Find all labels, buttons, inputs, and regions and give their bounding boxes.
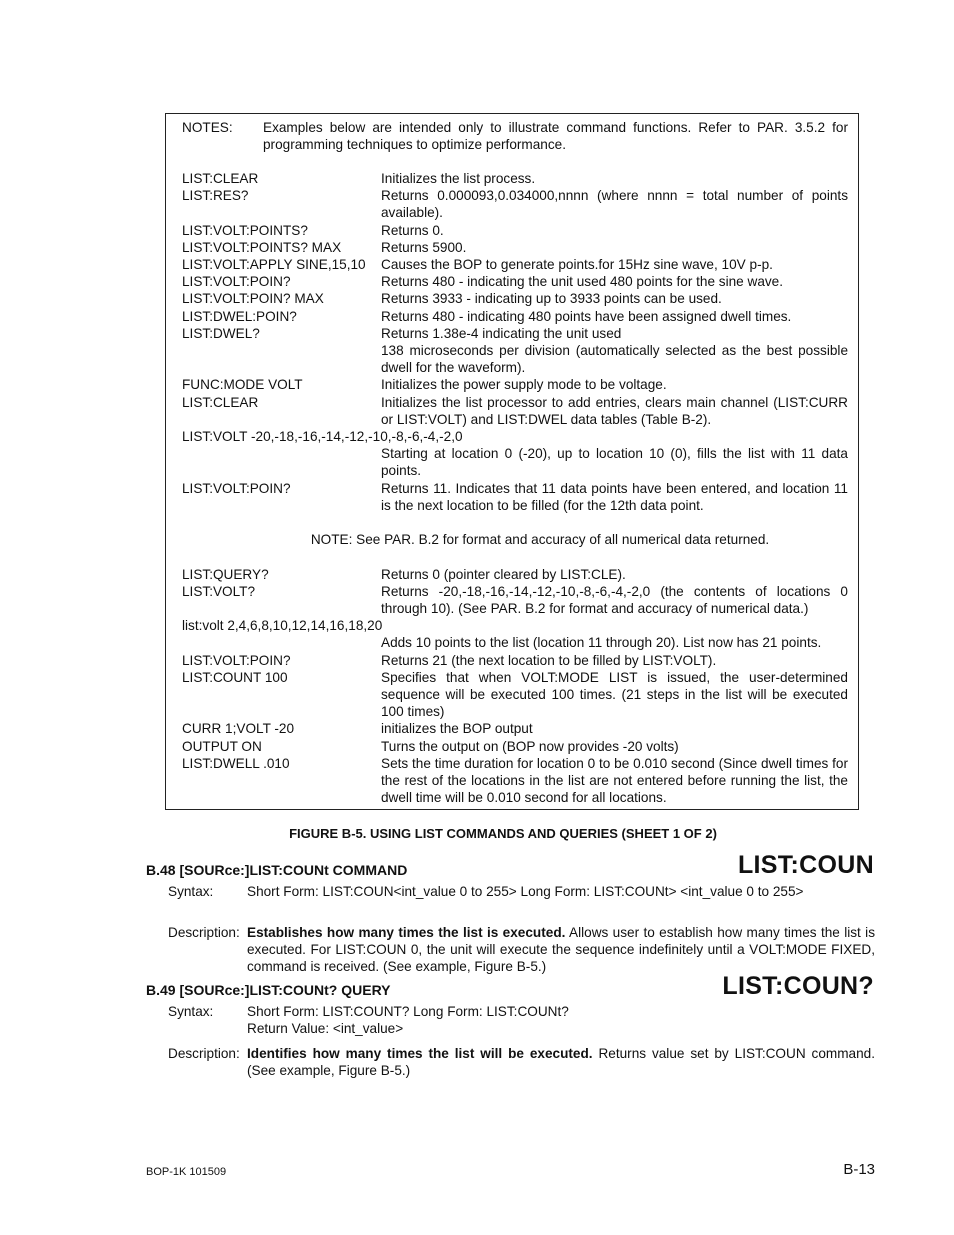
command-text: LIST:RES? bbox=[182, 188, 249, 204]
command-row bbox=[182, 617, 848, 634]
command-text: list:volt 2,4,6,8,10,12,14,16,18,20 bbox=[182, 618, 383, 634]
command-description: Returns 5900. bbox=[381, 239, 467, 255]
description-label: Description: bbox=[168, 1046, 240, 1061]
command-description: Turns the output on (BOP now provides -20 volts) bbox=[381, 738, 679, 754]
command-text: LIST:VOLT:APPLY SINE,15,10 bbox=[182, 257, 366, 273]
syntax-label: Syntax: bbox=[168, 884, 214, 899]
syntax-label: Syntax: bbox=[168, 1004, 214, 1019]
command-text: LIST:COUNT 100 bbox=[182, 669, 288, 685]
command-row bbox=[182, 273, 848, 290]
command-text: LIST:VOLT? bbox=[182, 583, 256, 599]
b48-description bbox=[168, 924, 875, 976]
command-description: initializes the BOP output bbox=[381, 721, 533, 737]
command-row bbox=[182, 325, 848, 342]
command-row bbox=[182, 170, 848, 187]
command-text: LIST:VOLT:POINTS? bbox=[182, 222, 308, 238]
command-text: LIST:VOLT:POIN? bbox=[182, 274, 291, 290]
command-row bbox=[182, 290, 848, 307]
section-b48-heading: B.48 [SOURce:]LIST:COUNt COMMAND bbox=[146, 862, 408, 878]
description-rest: Allows user to establish how many times the list is executed. For LIST:COUN 0, the unit will execute the sequence indefinitely until a VOLT:MODE FIXED, command is received. (See example, Figure B-5.) bbox=[247, 925, 876, 975]
command-description: Adds 10 points to the list (location 11 through 20). List now has 21 points. bbox=[381, 635, 822, 651]
figure-caption: FIGURE B-5. USING LIST COMMANDS AND QUERIES (SHEET 1 OF 2) bbox=[289, 826, 717, 841]
command-row bbox=[182, 583, 848, 617]
command-text: OUTPUT ON bbox=[182, 738, 262, 754]
command-description: 138 microseconds per division (automatically selected as the best possible dwell for the waveform). bbox=[381, 343, 848, 376]
command-row bbox=[182, 566, 848, 583]
notes-label: NOTES: bbox=[182, 120, 233, 135]
command-description: Returns -20,-18,-16,-14,-12,-10,-8,-6,-4,-2,0 (the contents of locations 0 through 10). (See PAR. B.2 for format and accuracy of numerical data.) bbox=[381, 583, 848, 617]
command-description: Returns 21 (the next location to be filled by LIST:VOLT). bbox=[381, 652, 717, 668]
notes-block bbox=[182, 119, 848, 153]
command-row bbox=[182, 256, 848, 273]
command-row bbox=[182, 445, 848, 479]
command-description: Returns 11. Indicates that 11 data points have been entered, and location 11 is the next location to be filled (for the 12th data point. bbox=[381, 480, 848, 513]
command-text: LIST:QUERY? bbox=[182, 566, 269, 582]
command-description: Initializes the list process. bbox=[381, 171, 536, 186]
command-row bbox=[182, 669, 848, 721]
description-rest: Returns value set by LIST:COUN command. (See example, Figure B-5.) bbox=[247, 1046, 875, 1079]
command-description: Returns 1.38e-4 indicating the unit used bbox=[381, 325, 622, 341]
command-description: Specifies that when VOLT:MODE LIST is issued, the user-determined sequence will be executed 100 times. (21 steps in the list will be executed 100 times) bbox=[381, 669, 848, 720]
command-text: LIST:VOLT:POINTS? MAX bbox=[182, 239, 342, 255]
b49-description bbox=[168, 1045, 875, 1079]
command-text bbox=[182, 445, 381, 479]
command-row bbox=[182, 394, 848, 428]
command-text: LIST:VOLT:POIN? bbox=[182, 480, 291, 496]
section-b49-title: LIST:COUN? bbox=[722, 972, 874, 1000]
command-text bbox=[182, 634, 381, 651]
command-text: LIST:CLEAR bbox=[182, 171, 259, 186]
syntax-text: Short Form: LIST:COUNT? Long Form: LIST:COUNt? bbox=[247, 1004, 569, 1019]
command-description: Returns 0. bbox=[381, 222, 444, 238]
section-b48-title: LIST:COUN bbox=[737, 851, 874, 879]
command-description: Sets the time duration for location 0 to be 0.010 second (Since dwell times for the rest of the locations in the list are not entered before running the list, the dwell time will be 0.010 second for all locations. bbox=[381, 755, 848, 806]
syntax-text: Short Form: LIST:COUN<int_value 0 to 255> Long Form: LIST:COUNt> <int_value 0 to 255> bbox=[247, 884, 804, 899]
command-description: Returns 3933 - indicating up to 3933 points can be used. bbox=[381, 291, 722, 307]
section-b49-heading: B.49 [SOURce:]LIST:COUNt? QUERY bbox=[146, 982, 391, 998]
command-row bbox=[182, 428, 848, 445]
command-text: LIST:CLEAR bbox=[182, 394, 259, 410]
command-row bbox=[182, 376, 848, 393]
command-description: Returns 480 - indicating the unit used 480 points for the sine wave. bbox=[381, 274, 784, 290]
command-row bbox=[182, 634, 848, 651]
mid-note: NOTE: See PAR. B.2 for format and accuracy of all numerical data returned. bbox=[310, 532, 770, 548]
command-description: Returns 0.000093,0.034000,nnnn (where nnnn = total number of points available). bbox=[381, 188, 848, 221]
command-text: LIST:DWEL? bbox=[182, 325, 260, 341]
command-examples bbox=[182, 170, 848, 806]
description-text bbox=[247, 1045, 875, 1079]
command-description: Starting at location 0 (-20), up to location 10 (0), fills the list with 11 data points. bbox=[381, 446, 848, 479]
return-value-text: Return Value: <int_value> bbox=[247, 1021, 404, 1037]
command-row bbox=[182, 755, 848, 807]
b48-syntax bbox=[168, 883, 875, 900]
command-row bbox=[182, 187, 848, 221]
command-text: FUNC:MODE VOLT bbox=[182, 377, 303, 393]
command-row bbox=[182, 652, 848, 669]
command-text: LIST:VOLT:POIN? MAX bbox=[182, 291, 324, 307]
command-row bbox=[182, 738, 848, 755]
footer-page-number: B-13 bbox=[843, 1161, 875, 1178]
command-row bbox=[182, 480, 848, 514]
command-row bbox=[182, 342, 848, 376]
command-text: LIST:VOLT -20,-18,-16,-14,-12,-10,-8,-6,-4,-2,0 bbox=[182, 429, 463, 445]
command-text: LIST:DWELL .010 bbox=[182, 755, 290, 771]
command-description: Returns 480 - indicating 480 points have been assigned dwell times. bbox=[381, 308, 792, 324]
command-description: Causes the BOP to generate points.for 15Hz sine wave, 10V p-p. bbox=[381, 257, 773, 273]
command-text: LIST:DWEL:POIN? bbox=[182, 308, 297, 324]
command-description: Initializes the list processor to add entries, clears main channel (LIST:CURR or LIST:VOLT) and LIST:DWEL data tables (Table B-2). bbox=[381, 394, 848, 427]
command-row bbox=[182, 239, 848, 256]
notes-text: Examples below are intended only to illustrate command functions. Refer to PAR. 3.5.2 for programming techniques to optimize performance. bbox=[263, 120, 848, 152]
command-text bbox=[182, 342, 381, 376]
description-bold: Identifies how many times the list will be executed. bbox=[247, 1046, 593, 1061]
command-text: CURR 1;VOLT -20 bbox=[182, 721, 295, 737]
command-description: Initializes the power supply mode to be voltage. bbox=[381, 377, 667, 393]
command-description: Returns 0 (pointer cleared by LIST:CLE). bbox=[381, 566, 626, 582]
description-label: Description: bbox=[168, 925, 240, 940]
footer-doc-id: BOP-1K 101509 bbox=[146, 1166, 227, 1178]
b49-syntax bbox=[168, 1003, 875, 1037]
command-row bbox=[182, 222, 848, 239]
command-row bbox=[182, 720, 848, 737]
description-text bbox=[247, 924, 875, 976]
command-row bbox=[182, 308, 848, 325]
command-text: LIST:VOLT:POIN? bbox=[182, 652, 291, 668]
description-bold: Establishes how many times the list is executed. bbox=[247, 925, 566, 940]
